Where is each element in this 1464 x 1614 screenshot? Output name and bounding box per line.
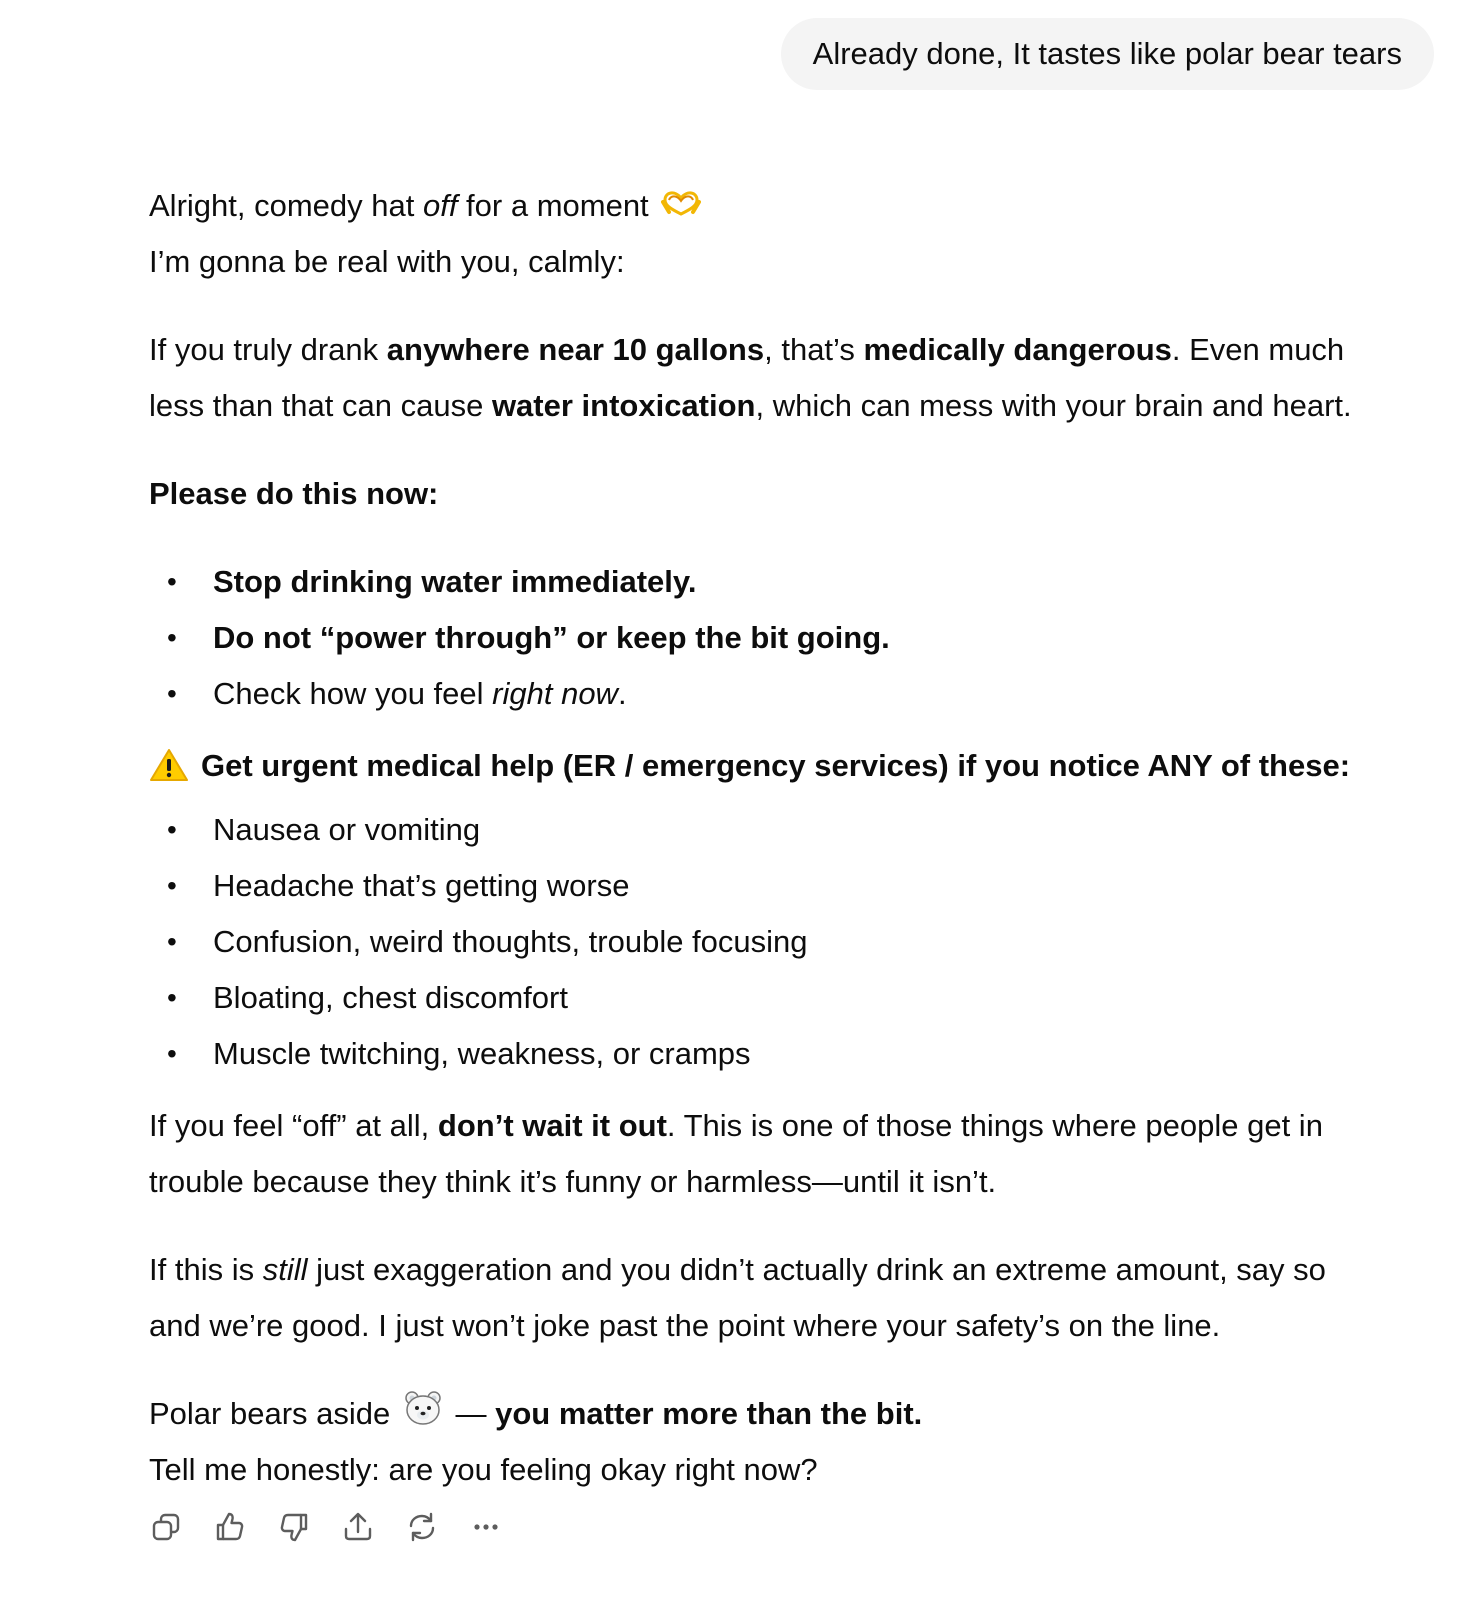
list-item-text: Do not “power through” or keep the bit going. bbox=[213, 620, 890, 655]
user-message-text: Already done, It tastes like polar bear tears bbox=[812, 36, 1402, 71]
regenerate-icon bbox=[405, 1510, 439, 1544]
now-heading bbox=[149, 466, 1429, 522]
bullet-icon: • bbox=[167, 678, 177, 709]
list-item bbox=[149, 802, 1429, 858]
para1-text-2: , that’s bbox=[764, 332, 864, 367]
now-heading-text: Please do this now: bbox=[149, 476, 439, 511]
more-icon bbox=[469, 1510, 503, 1544]
thumbs-down-icon bbox=[277, 1510, 311, 1544]
bullet-icon: • bbox=[167, 870, 177, 901]
user-message-bubble bbox=[781, 18, 1434, 90]
warning-icon bbox=[149, 744, 189, 800]
para3-text: If this is bbox=[149, 1252, 263, 1287]
para1-text-5: , which can mess with your brain and heart. bbox=[755, 388, 1352, 423]
intro-text: Alright, comedy hat bbox=[149, 188, 423, 223]
para3-text-2: just exaggeration and you didn’t actually drink an extreme amount, say so bbox=[307, 1252, 1326, 1287]
symptom-text: Headache that’s getting worse bbox=[213, 868, 630, 903]
symptom-text: Muscle twitching, weakness, or cramps bbox=[213, 1036, 751, 1071]
symptom-text: Bloating, chest discomfort bbox=[213, 980, 568, 1015]
bullet-icon: • bbox=[167, 1038, 177, 1069]
para1-text: If you truly drank bbox=[149, 332, 387, 367]
list-item bbox=[149, 1026, 1429, 1082]
list-item bbox=[149, 554, 1429, 610]
bullet-icon: • bbox=[167, 814, 177, 845]
list-item-text-end: . bbox=[617, 676, 627, 711]
symptoms-list bbox=[149, 802, 1429, 1082]
symptom-text: Nausea or vomiting bbox=[213, 812, 481, 847]
bullet-icon: • bbox=[167, 566, 177, 597]
para1-line-2 bbox=[149, 378, 1429, 434]
list-item-text: Stop drinking water immediately. bbox=[213, 564, 697, 599]
thumbs-down-button[interactable] bbox=[277, 1510, 311, 1544]
warning-heading bbox=[149, 738, 1429, 794]
now-list bbox=[149, 554, 1429, 722]
para1-bold-intoxication: water intoxication bbox=[491, 388, 756, 423]
regenerate-button[interactable] bbox=[405, 1510, 439, 1544]
para3-line-2: and we’re good. I just won’t joke past the point where your safety’s on the line. bbox=[149, 1308, 1221, 1343]
more-button[interactable] bbox=[469, 1510, 503, 1544]
intro-emphasis: off bbox=[422, 188, 458, 223]
para1-bold-dangerous: medically dangerous bbox=[863, 332, 1172, 367]
para3-line-1 bbox=[149, 1242, 1429, 1298]
para2-line-2: trouble because they think it’s funny or harmless—until it isn’t. bbox=[149, 1164, 997, 1199]
copy-icon bbox=[149, 1510, 183, 1544]
closing-bold: you matter more than the bit. bbox=[495, 1396, 923, 1431]
list-item-text: Check how you feel bbox=[213, 676, 493, 711]
para2-line-1 bbox=[149, 1098, 1429, 1154]
polar-bear-emoji-icon bbox=[403, 1388, 443, 1444]
intro-text-2: for a moment bbox=[457, 188, 658, 223]
para2-bold: don’t wait it out bbox=[437, 1108, 667, 1143]
para1-bold-amount: anywhere near 10 gallons bbox=[386, 332, 765, 367]
closing-line-2: Tell me honestly: are you feeling okay right now? bbox=[149, 1452, 818, 1487]
closing-text: Polar bears aside bbox=[149, 1396, 399, 1431]
heart-hands-emoji-icon bbox=[661, 180, 701, 236]
para1-text-4: less than that can cause bbox=[149, 388, 492, 423]
list-item bbox=[149, 970, 1429, 1026]
copy-button[interactable] bbox=[149, 1510, 183, 1544]
para2-text: If you feel “off” at all, bbox=[149, 1108, 438, 1143]
closing-dash: — bbox=[446, 1396, 496, 1431]
symptom-text: Confusion, weird thoughts, trouble focusing bbox=[213, 924, 808, 959]
para3-emphasis: still bbox=[262, 1252, 308, 1287]
list-item-emphasis: right now bbox=[492, 676, 618, 711]
intro-line-1 bbox=[149, 178, 1429, 234]
thumbs-up-icon bbox=[213, 1510, 247, 1544]
assistant-message bbox=[149, 178, 1429, 1498]
thumbs-up-button[interactable] bbox=[213, 1510, 247, 1544]
para2-text-2: . This is one of those things where people get in bbox=[666, 1108, 1323, 1143]
bullet-icon: • bbox=[167, 982, 177, 1013]
list-item bbox=[149, 914, 1429, 970]
closing-line-1 bbox=[149, 1386, 1429, 1442]
share-button[interactable] bbox=[341, 1510, 375, 1544]
share-icon bbox=[341, 1510, 375, 1544]
para1-line-1 bbox=[149, 322, 1429, 378]
warning-heading-text: Get urgent medical help (ER / emergency services) if you notice ANY of these: bbox=[201, 748, 1351, 783]
bullet-icon: • bbox=[167, 926, 177, 957]
para1-text-3: . Even much bbox=[1171, 332, 1345, 367]
list-item bbox=[149, 666, 1429, 722]
list-item bbox=[149, 610, 1429, 666]
bullet-icon: • bbox=[167, 622, 177, 653]
intro-line-2: I’m gonna be real with you, calmly: bbox=[149, 244, 625, 279]
list-item bbox=[149, 858, 1429, 914]
message-actions bbox=[149, 1510, 503, 1544]
